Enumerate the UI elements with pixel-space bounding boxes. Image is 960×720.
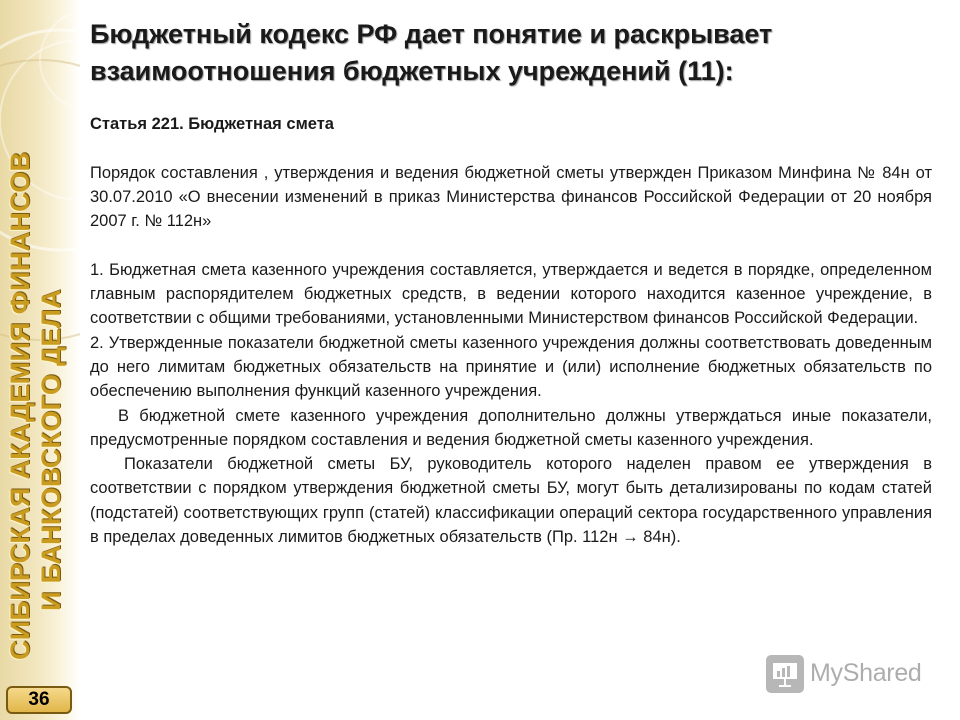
intro-paragraph: Порядок составления , утверждения и ведения бюджетной сметы утвержден Приказом Минфина № 84н от 30.07.2010 «О внесении изменений в приказ Министерства финансов Российской Федерации от 20 ноября 2007 г. № 112н» <box>90 163 932 231</box>
presentation-icon <box>766 655 804 693</box>
organization-name <box>5 151 75 660</box>
paragraph-4: Показатели бюджетной сметы БУ, руководитель которого наделен правом ее утверждения в соответствии с порядком утверждения бюджетной сметы БУ, могут быть детализированы по кодам статей (подстатей) соответствующих групп (статей) классификации операций сектора государственного управления в пределах доведенных лимитов бюджетных обязательств (Пр. 112н → 84н). <box>90 455 932 547</box>
slide-title-line1: Бюджетный кодекс РФ дает понятие и раскрывает <box>90 19 773 49</box>
paragraph-2: 2. Утвержденные показатели бюджетной сметы казенного учреждения должны соответствовать доведенным до него лимитам бюджетных обязательств на принятие и (или) исполнение бюджетных обязательств по обеспечению выполнения функций казенного учреждения. <box>90 333 932 401</box>
slide-title <box>90 16 930 90</box>
slide-content <box>90 112 932 549</box>
article-heading: Статья 221. Бюджетная смета <box>90 115 334 133</box>
paragraph-1: 1. Бюджетная смета казенного учреждения составляется, утверждается и ведется в порядке, определенном главным распорядителем бюджетных средств, в ведении которого находится казенное учреждение, в соответствии с общими требованиями, установленными Министерством финансов Российской Федерации. <box>90 260 932 328</box>
watermark-text: MyShared <box>810 659 922 687</box>
organization-name-line1: СИБИРСКАЯ АКАДЕМИЯ ФИНАНСОВ <box>5 151 35 660</box>
paragraph-3: В бюджетной смете казенного учреждения дополнительно должны утверждаться иные показатели, предусмотренные порядком составления и ведения бюджетной сметы казенного учреждения. <box>90 406 932 449</box>
slide-title-line2: взаимоотношения бюджетных учреждений (11): <box>90 56 734 86</box>
organization-name-line2: И БАНКОВСКОГО ДЕЛА <box>36 289 66 611</box>
slide-number-badge: 36 <box>6 686 72 714</box>
sidebar <box>0 0 80 720</box>
watermark <box>766 655 936 695</box>
